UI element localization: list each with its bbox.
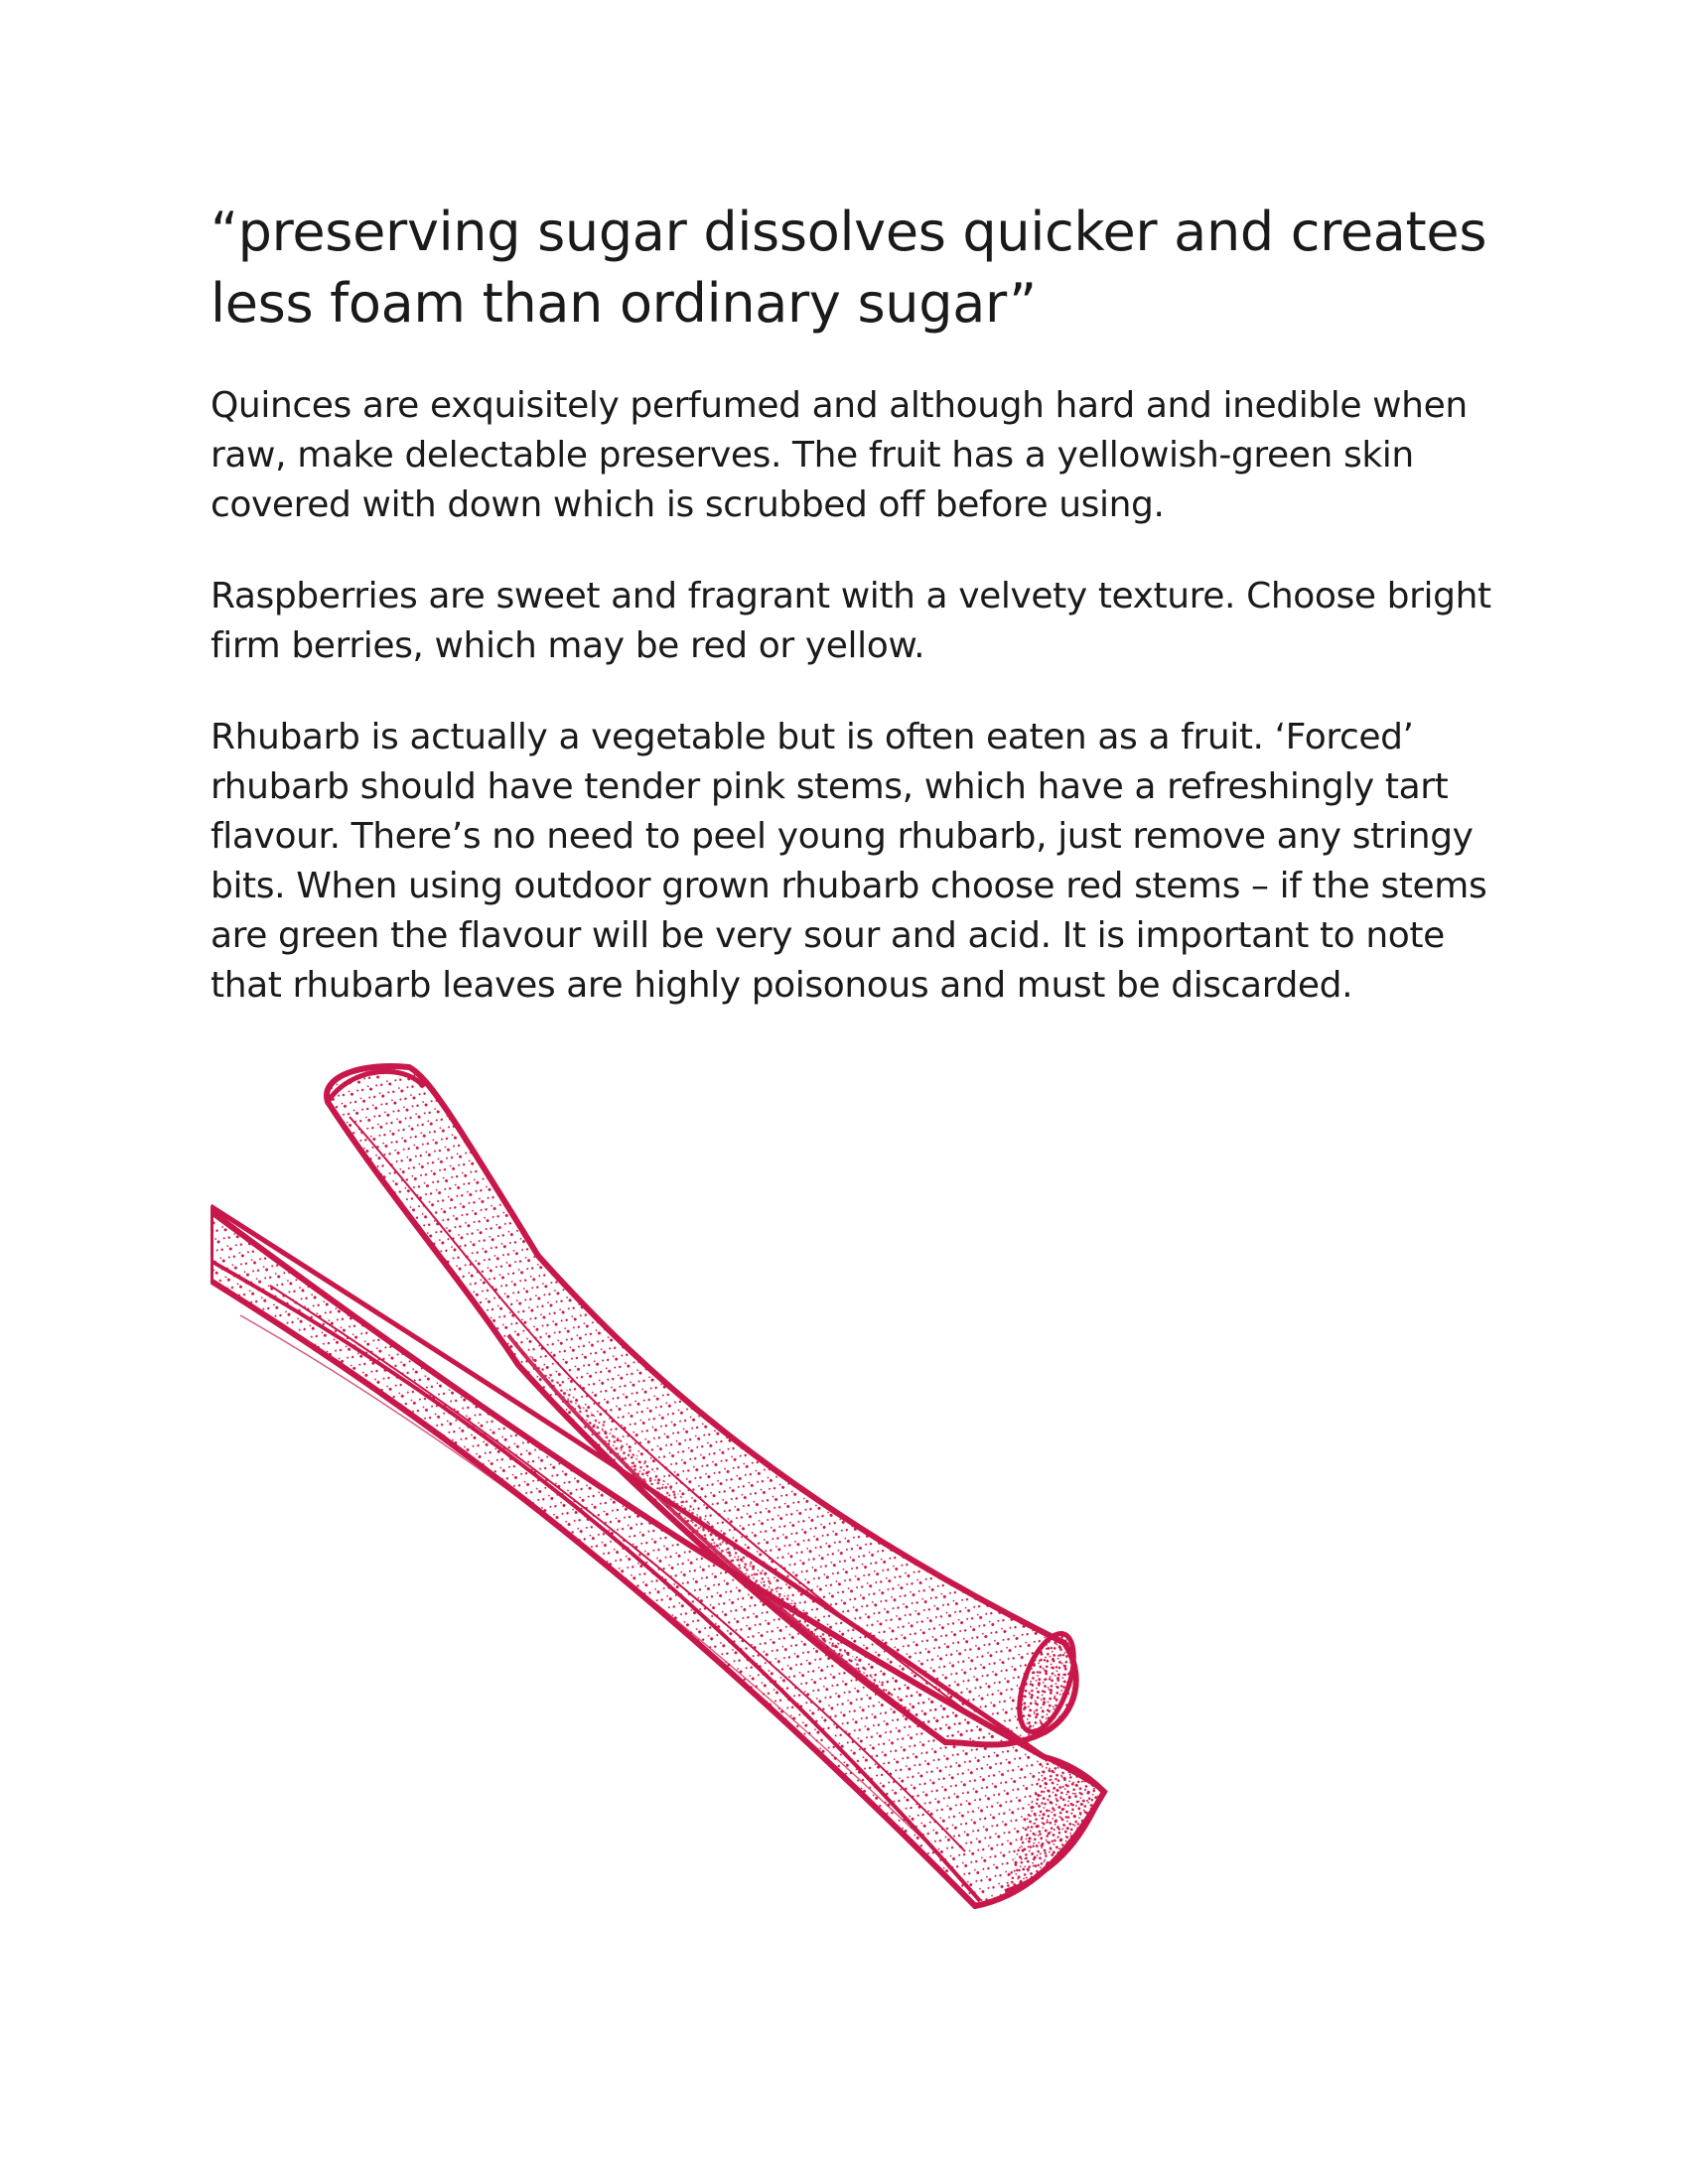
- long-rhubarb-stalk: [211, 1206, 1104, 1906]
- rhubarb-stalks-illustration: [211, 1057, 1124, 1961]
- paragraph-quinces: Quinces are exquisitely perfumed and although hard and inedible when raw, make delectable preserves. The fruit has a yellowish-green skin covered with down which is scrubbed off before using.: [211, 385, 1468, 525]
- paragraph-rhubarb: Rhubarb is actually a vegetable but is often eaten as a fruit. ‘Forced’ rhubarb should have tender pink stems, which have a refreshingly tart flavour. There’s no need to peel young rhubarb, just remove any stringy bits. When using outdoor grown rhubarb choose red stems – if the stems are green the flavour will be very sour and acid. It is important to note that rhubarb leaves are highly poisonous and must be discarded.: [211, 717, 1487, 1006]
- paragraph-raspberries: Raspberries are sweet and fragrant with a velvety texture. Choose bright firm berries, which may be red or yellow.: [211, 576, 1491, 666]
- pull-quote: “preserving sugar dissolves quicker and creates less foam than ordinary sugar”: [211, 201, 1487, 335]
- body-text: [211, 381, 1501, 1052]
- rhubarb-drawing: [211, 1057, 1124, 1961]
